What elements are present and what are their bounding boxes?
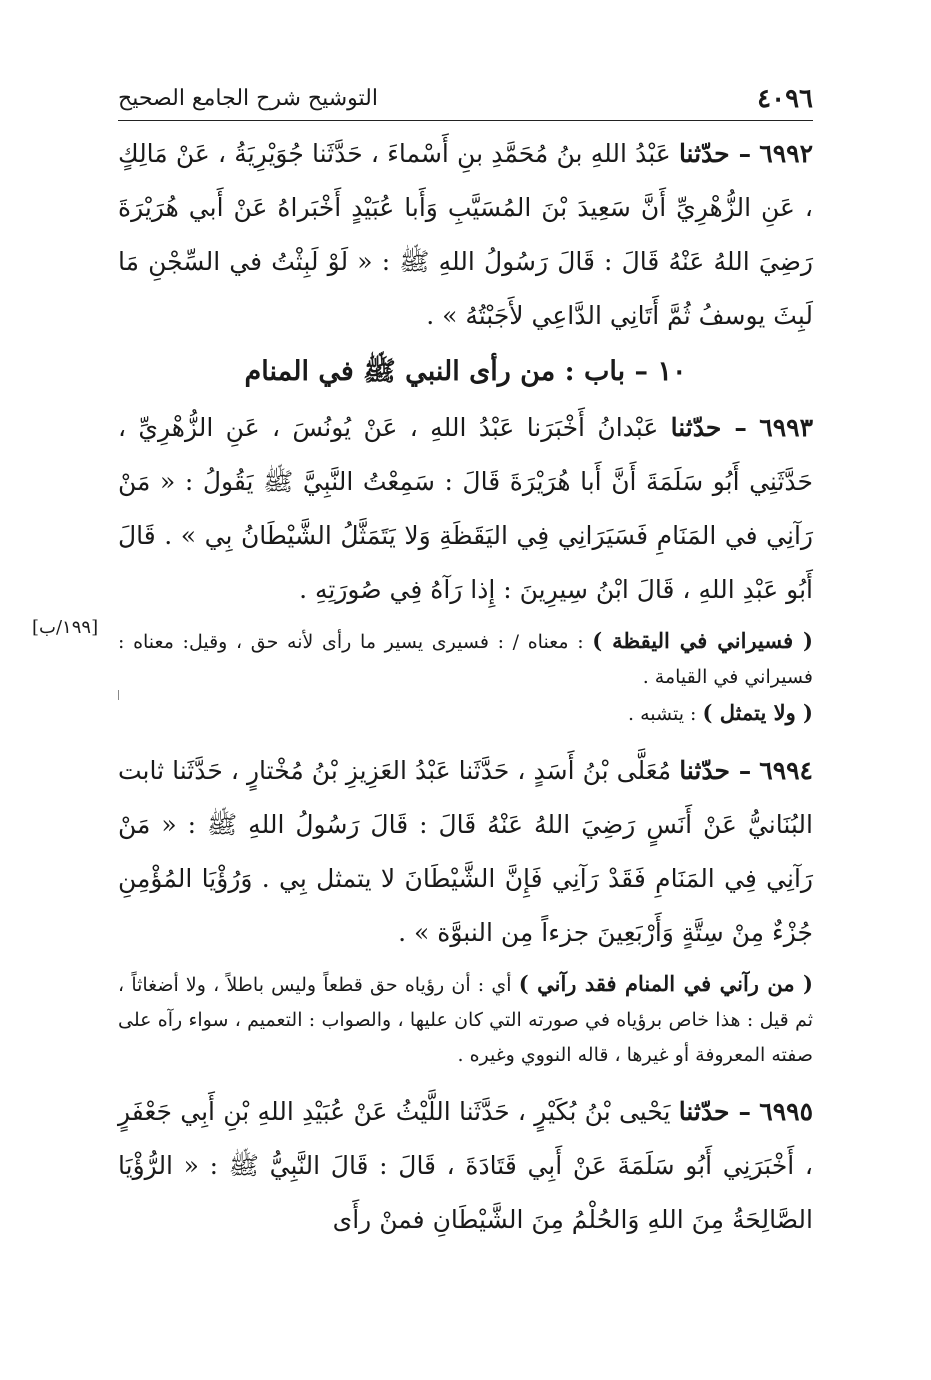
commentary-text: أي : أن رؤياه حق قطعاً وليس باطلاً ، ولا أضغاثاً ، ثم قيل : هذا خاص برؤياه في صورته التي كان عليها ، والصواب : التعميم ، سواء رآه على صفته المعروفة أو غيرها ، قاله النووي وغيره .: [118, 974, 813, 1066]
hadith-6993: [118, 401, 813, 617]
running-title: التوشيح شرح الجامع الصحيح: [118, 86, 378, 111]
commentary-6993-part-1: [118, 623, 813, 695]
hadith-number: ٦٩٩٥: [759, 1097, 814, 1126]
page-number: ٤٠٩٦: [757, 84, 813, 114]
hadith-6994: [118, 744, 813, 960]
hadith-lead: – حدّثنا: [670, 413, 747, 442]
commentary-text: : يتشبه .: [628, 703, 697, 725]
hadith-lead: – حدّثنا: [678, 139, 752, 168]
chapter-heading: ١٠ – باب : من رأى النبي ﷺ في المنام: [244, 356, 687, 387]
folio-margin-reference: [١٩٩/ب]: [32, 617, 99, 638]
commentary-text: : معناه / : فسيرى يسير ما رأى لأنه حق ، وقيل: معناه : فسيراني في القيامة .: [118, 631, 813, 688]
hadith-text: يَحْيى بْنُ بُكَيْرٍ ، حَدَّثَنا اللَّيْثُ عَنْ عُبَيْدِ اللهِ بْنِ أَبِي جَعْفَرٍ ، أَخْبَرَنِي أَبُو سَلَمَةَ عَنْ أَبِي قَتَادَةَ ، قَالَ : قَالَ النَّبِيُّ ﷺ : « الرُّؤْيَا الصَّالِحَةُ مِنَ اللهِ وَالحُلْمُ مِنَ الشَّيْطَانِ فمنْ رأَى: [118, 1097, 813, 1234]
page-header: [118, 78, 813, 121]
hadith-lead: – حدّثنا: [678, 1097, 751, 1126]
commentary-6993-part-2: [118, 695, 813, 732]
hadith-6995: [118, 1085, 813, 1247]
hadith-number: ٦٩٩٤: [759, 756, 813, 785]
hadith-text: عَبْدانُ أَخْبَرَنا عَبْدُ اللهِ ، عَنْ يُونُسَ ، عَنِ الزُّهْرِيِّ ، حَدَّثَنِي أَبُو سَلَمَةَ أَنَّ أَبا هُرَيْرَةَ قَالَ : سَمِعْتُ النَّبِيَّ ﷺ يَقُولُ : « مَنْ رَآنِي في المَنَامِ فَسَيَرَانِي فِي اليَقَظَةِ وَلا يَتَمَثَّلُ الشَّيْطَانُ بِي » . قَالَ أَبُو عَبْدِ اللهِ ، قَالَ ابْنُ سِيرِينَ : إِذا رَآهُ فِي صُورَتِهِ .: [118, 413, 813, 604]
commentary-quote: ( ولا يتمثل ): [702, 700, 813, 725]
commentary-quote: ( فسيراني في اليقظة ): [592, 628, 813, 653]
book-page: [118, 78, 813, 1247]
hadith-text: عَبْدُ اللهِ بنُ مُحَمَّدِ بنِ أَسْماءَ ، حَدَّثَنا جُوَيْرِيَةُ ، عَنْ مَالِكٍ ، عَنِ الزُّهْرِيِّ أَنَّ سَعِيدَ بْنَ المُسَيَّبِ وَأَبا عُبَيْدٍ أَخْبَراهُ عَنْ أَبي هُرَيْرَةَ رَضِيَ اللهُ عَنْهُ قَالَ : قَالَ رَسُولُ اللهِ ﷺ : « لَوْ لَبِثْتُ في السِّجْنِ مَا لَبِثَ يوسفُ ثُمَّ أَتَانِي الدَّاعِي لأَجَبْتُهُ » .: [118, 139, 813, 330]
commentary-6994: [118, 966, 813, 1073]
hadith-text: مُعَلَّى بْنُ أَسَدٍ ، حَدَّثَنا عَبْدُ العَزِيزِ بْنُ مُخْتارٍ ، حَدَّثَنا ثابت البُنَانيُّ عَنْ أَنَسٍ رَضِيَ اللهُ عَنْهُ قَالَ : قَالَ رَسُولُ اللهِ ﷺ : « مَنْ رَآنِي فِي المَنَامِ فَقَدْ رَآنِي فَإِنَّ الشَّيْطَانَ لا يتمثل بِي . وَرُؤْيَا المُؤْمِنِ جُزْءٌ مِنْ سِتَّةٍ وَأَرْبَعِينَ جزءاً مِن النبوَّة » .: [118, 756, 813, 947]
commentary-quote: ( من رآني في المنام فقد رآني ): [518, 971, 813, 996]
hadith-number: ٦٩٩٢: [759, 139, 814, 168]
hadith-lead: – حدّثنا: [679, 756, 752, 785]
hadith-6992: [118, 127, 813, 343]
hadith-number: ٦٩٩٣: [759, 413, 813, 442]
